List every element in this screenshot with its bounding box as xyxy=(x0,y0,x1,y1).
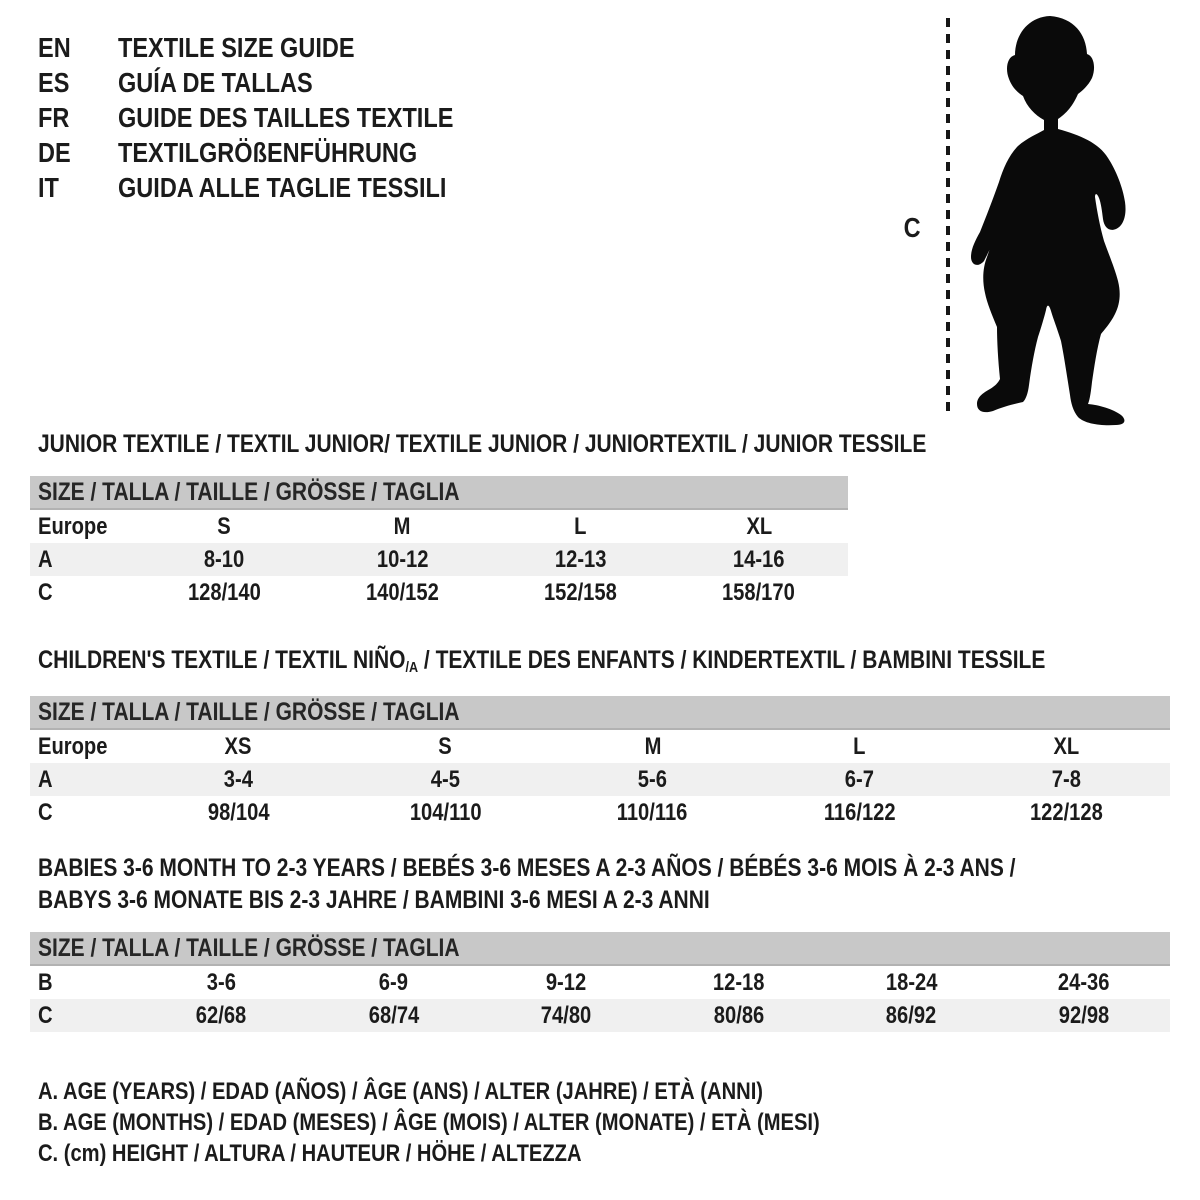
size-cell xyxy=(670,579,848,607)
size-cell-text: 122/128 xyxy=(1030,798,1103,826)
size-cell xyxy=(135,766,342,794)
table-row xyxy=(30,999,1170,1032)
legend-line-text: B. AGE (MONTHS) / EDAD (MESES) / ÂGE (MOIS) / ALTER (MONATE) / ETÀ (MESI) xyxy=(38,1109,820,1136)
size-table xyxy=(30,932,1170,1032)
size-cell-text: 4-5 xyxy=(430,765,461,793)
size-table xyxy=(30,476,848,609)
row-label xyxy=(30,1002,135,1030)
size-cell-text: L xyxy=(574,512,587,540)
size-cell xyxy=(313,546,491,574)
size-cell-text: M xyxy=(393,512,411,540)
size-cell-text: 8-10 xyxy=(203,545,245,573)
size-cell xyxy=(135,579,313,607)
size-cell xyxy=(135,799,342,827)
height-measure-line xyxy=(946,18,950,418)
row-label-text: Europe xyxy=(38,732,108,760)
size-cell-text: 158/170 xyxy=(722,578,796,606)
row-label-text: A xyxy=(38,765,53,793)
size-cell xyxy=(670,546,848,574)
row-label xyxy=(30,969,135,997)
size-cell xyxy=(342,766,549,794)
size-cell xyxy=(313,579,491,607)
language-code: ES xyxy=(38,66,70,98)
section-title xyxy=(38,644,1170,680)
language-code: EN xyxy=(38,31,71,63)
row-label-text: B xyxy=(38,968,53,996)
size-cell xyxy=(963,733,1170,761)
size-cell xyxy=(549,766,756,794)
size-cell-text: 68/74 xyxy=(368,1001,419,1029)
size-cell xyxy=(670,513,848,541)
size-cell xyxy=(135,1002,308,1030)
size-cell xyxy=(825,1002,998,1030)
size-cell-text: 10-12 xyxy=(376,545,429,573)
size-cell xyxy=(135,546,313,574)
size-cell xyxy=(653,969,826,997)
section-title xyxy=(38,852,1170,884)
size-header-bar xyxy=(30,932,1170,966)
size-cell-text: XL xyxy=(745,512,772,540)
row-label-text: C xyxy=(38,578,53,606)
size-cell xyxy=(492,546,670,574)
row-label xyxy=(30,546,135,574)
section-children xyxy=(30,644,1170,829)
size-cell-text: 110/116 xyxy=(617,798,688,826)
size-cell xyxy=(549,799,756,827)
table-row xyxy=(30,796,1170,829)
size-cell xyxy=(135,969,308,997)
size-header-label: SIZE / TALLA / TAILLE / GRÖSSE / TAGLIA xyxy=(38,477,460,506)
row-label-text: Europe xyxy=(38,512,108,540)
size-cell xyxy=(308,969,481,997)
section-junior xyxy=(30,428,1170,609)
size-cell-text: S xyxy=(217,512,231,540)
size-cell-text: 18-24 xyxy=(885,968,938,996)
table-row xyxy=(30,543,848,576)
legend-line-text: A. AGE (YEARS) / EDAD (AÑOS) / ÂGE (ANS) / ALTER (JAHRE) / ETÀ (ANNI) xyxy=(38,1078,764,1105)
size-table xyxy=(30,696,1170,829)
section-title xyxy=(38,884,1170,916)
size-cell xyxy=(756,766,963,794)
size-cell-text: 74/80 xyxy=(541,1001,592,1029)
table-row xyxy=(30,510,848,543)
size-cell-text: 116/122 xyxy=(823,798,896,826)
table-row xyxy=(30,576,848,609)
size-sections xyxy=(30,428,1170,1032)
size-cell xyxy=(756,733,963,761)
section-title-text xyxy=(38,428,926,460)
size-cell-text: XL xyxy=(1053,732,1080,760)
language-title: GUIDA ALLE TAGLIE TESSILI xyxy=(118,171,447,203)
row-label-text: C xyxy=(38,1001,53,1029)
legend-line xyxy=(38,1107,1170,1138)
size-cell-text: 128/140 xyxy=(187,578,261,606)
size-cell-text: S xyxy=(438,732,453,760)
legend-line-text: C. (cm) HEIGHT / ALTURA / HAUTEUR / HÖHE / ALTEZZA xyxy=(38,1140,582,1167)
legend-line xyxy=(38,1138,1170,1169)
language-code: FR xyxy=(38,101,70,133)
size-cell xyxy=(492,579,670,607)
size-cell-text: 3-6 xyxy=(206,968,236,996)
language-title: GUIDE DES TAILLES TEXTILE xyxy=(118,101,454,133)
size-cell-text: 7-8 xyxy=(1051,765,1082,793)
row-label-text: C xyxy=(38,798,53,826)
row-label xyxy=(30,733,135,761)
size-cell-text: 5-6 xyxy=(637,765,668,793)
size-cell xyxy=(825,969,998,997)
size-cell xyxy=(963,799,1170,827)
legend-line xyxy=(38,1076,1170,1107)
table-rows xyxy=(30,966,1170,1032)
size-cell-text: 140/152 xyxy=(365,578,439,606)
language-title: GUÍA DE TALLAS xyxy=(118,66,313,98)
table-rows xyxy=(30,730,1170,829)
size-header-bar xyxy=(30,696,1170,730)
size-cell xyxy=(342,799,549,827)
size-cell xyxy=(480,969,653,997)
size-cell xyxy=(549,733,756,761)
row-label-text: A xyxy=(38,545,53,573)
section-title xyxy=(38,428,1170,460)
table-rows xyxy=(30,510,848,609)
row-label xyxy=(30,799,135,827)
title-run: BABIES 3-6 MONTH TO 2-3 YEARS / BEBÉS 3-6 MESES A 2-3 AÑOS / BÉBÉS 3-6 MOIS À 2-3 ANS / xyxy=(38,854,1016,882)
size-cell-text: M xyxy=(644,732,661,760)
table-row xyxy=(30,730,1170,763)
size-cell-text: 86/92 xyxy=(886,1001,937,1029)
size-cell-text: 24-36 xyxy=(1057,968,1110,996)
size-cell xyxy=(963,766,1170,794)
size-cell-text: 6-7 xyxy=(844,765,875,793)
size-cell-text: 98/104 xyxy=(207,798,270,826)
size-cell xyxy=(998,969,1171,997)
row-label xyxy=(30,513,135,541)
size-cell xyxy=(480,1002,653,1030)
row-label xyxy=(30,579,135,607)
size-cell-text: 14-16 xyxy=(733,545,785,573)
size-cell xyxy=(756,799,963,827)
size-cell-text: 152/158 xyxy=(544,578,618,606)
table-row xyxy=(30,966,1170,999)
height-label: C xyxy=(903,212,921,243)
size-cell xyxy=(135,513,313,541)
title-run: CHILDREN'S TEXTILE / TEXTIL NIÑO xyxy=(38,646,406,674)
language-code: DE xyxy=(38,136,71,168)
section-title-text xyxy=(38,644,1045,680)
size-cell xyxy=(308,1002,481,1030)
size-cell-text: 62/68 xyxy=(196,1001,247,1029)
language-title: TEXTILGRÖßENFÜHRUNG xyxy=(118,136,418,168)
title-subscript: /A xyxy=(405,659,419,676)
row-label xyxy=(30,766,135,794)
section-title-text xyxy=(38,852,1016,884)
toddler-silhouette xyxy=(952,8,1192,428)
title-run: JUNIOR TEXTILE / TEXTIL JUNIOR/ TEXTILE JUNIOR / JUNIORTEXTIL / JUNIOR TESSILE xyxy=(38,430,927,458)
size-cell xyxy=(313,513,491,541)
language-title: TEXTILE SIZE GUIDE xyxy=(118,31,355,63)
size-cell-text: 80/86 xyxy=(713,1001,764,1029)
section-title-text xyxy=(38,884,710,916)
size-header-label: SIZE / TALLA / TAILLE / GRÖSSE / TAGLIA xyxy=(38,697,460,726)
size-cell xyxy=(342,733,549,761)
size-cell-text: 9-12 xyxy=(546,968,587,996)
size-header-label: SIZE / TALLA / TAILLE / GRÖSSE / TAGLIA xyxy=(38,933,460,962)
legend xyxy=(38,1076,1170,1169)
size-cell-text: 3-4 xyxy=(223,765,254,793)
size-cell xyxy=(653,1002,826,1030)
size-cell-text: 12-13 xyxy=(554,545,607,573)
size-cell-text: 12-18 xyxy=(712,968,765,996)
size-cell-text: 6-9 xyxy=(379,968,409,996)
size-cell xyxy=(135,733,342,761)
section-babies xyxy=(30,852,1170,1032)
language-code: IT xyxy=(38,171,59,203)
size-cell-text: 92/98 xyxy=(1058,1001,1109,1029)
table-row xyxy=(30,763,1170,796)
size-cell-text: 104/110 xyxy=(409,798,482,826)
size-header-bar xyxy=(30,476,848,510)
title-run: / TEXTILE DES ENFANTS / KINDERTEXTIL / BAMBINI TESSILE xyxy=(418,646,1046,674)
size-cell xyxy=(998,1002,1171,1030)
size-cell xyxy=(492,513,670,541)
size-cell-text: XS xyxy=(225,732,252,760)
title-run: BABYS 3-6 MONATE BIS 2-3 JAHRE / BAMBINI 3-6 MESI A 2-3 ANNI xyxy=(38,886,710,914)
size-cell-text: L xyxy=(853,732,866,760)
